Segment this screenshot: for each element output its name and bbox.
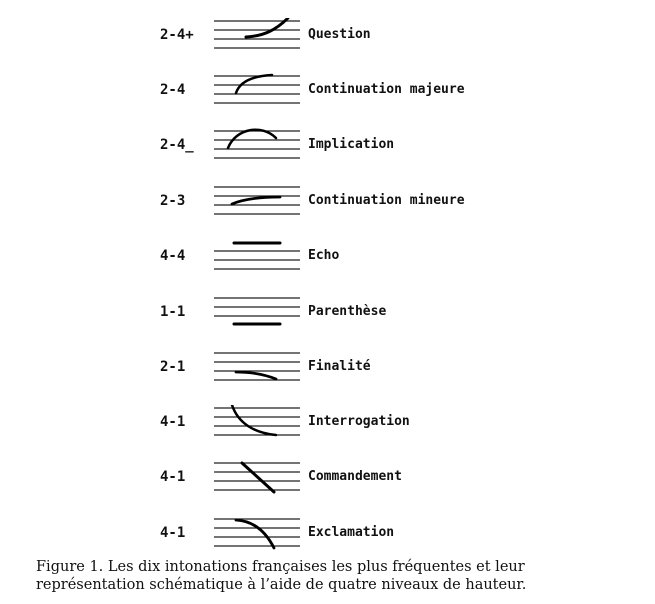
pitch-contour — [236, 520, 274, 548]
intonation-row — [0, 405, 655, 445]
pitch-staff — [214, 516, 300, 556]
intonation-code: 2-4_ — [160, 137, 194, 153]
intonation-row — [0, 18, 655, 58]
intonation-label: Question — [308, 27, 371, 42]
intonation-row — [0, 239, 655, 279]
figure-caption: Figure 1. Les dix intonations françaises les plus fréquentes et leur représentation schématique à l’aide de quatre niveaux de hauteur. — [36, 559, 527, 593]
pitch-contour — [236, 75, 272, 93]
intonation-code: 4-1 — [160, 469, 186, 485]
pitch-staff — [214, 184, 300, 224]
intonation-row — [0, 73, 655, 113]
pitch-staff — [214, 18, 300, 58]
pitch-staff — [214, 405, 300, 445]
pitch-staff — [214, 295, 300, 335]
pitch-staff — [214, 73, 300, 113]
pitch-contour — [242, 463, 274, 492]
intonation-code: 4-1 — [160, 414, 186, 430]
intonation-label: Echo — [308, 248, 340, 263]
pitch-contour — [232, 405, 276, 435]
pitch-contour — [236, 372, 276, 379]
intonation-code: 2-3 — [160, 193, 186, 209]
intonation-code: 1-1 — [160, 304, 186, 320]
intonation-row — [0, 350, 655, 390]
intonation-label: Finalité — [308, 359, 371, 374]
intonation-row — [0, 295, 655, 335]
intonation-code: 2-4 — [160, 82, 186, 98]
intonation-row — [0, 516, 655, 556]
intonation-row — [0, 184, 655, 224]
pitch-staff — [214, 239, 300, 279]
intonation-label: Exclamation — [308, 525, 395, 540]
intonation-code: 2-1 — [160, 359, 186, 375]
pitch-staff — [214, 350, 300, 390]
intonation-code: 2-4+ — [160, 27, 194, 43]
intonation-label: Commandement — [308, 469, 402, 484]
intonation-label: Continuation mineure — [308, 193, 465, 208]
pitch-staff — [214, 128, 300, 168]
intonation-row — [0, 460, 655, 500]
intonation-row — [0, 128, 655, 168]
intonation-label: Interrogation — [308, 414, 410, 429]
pitch-staff — [214, 460, 300, 500]
intonation-code: 4-1 — [160, 525, 186, 541]
intonation-label: Continuation majeure — [308, 82, 465, 97]
intonation-label: Implication — [308, 137, 395, 152]
intonation-label: Parenthèse — [308, 304, 387, 319]
pitch-contour — [232, 197, 280, 204]
intonation-code: 4-4 — [160, 248, 186, 264]
pitch-contour — [228, 130, 276, 148]
